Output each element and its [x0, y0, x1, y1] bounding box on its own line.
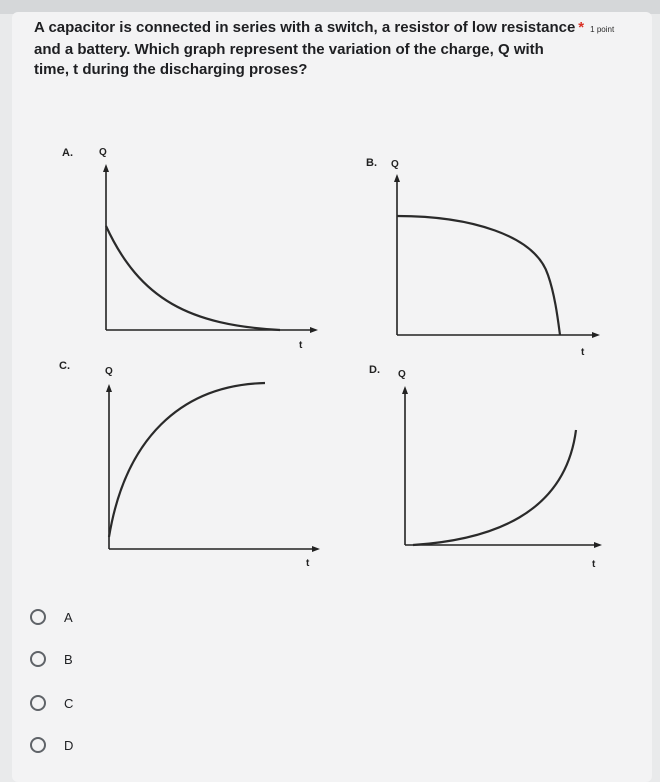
option-d[interactable] — [30, 734, 73, 756]
graph-a-y-label: Q — [99, 147, 107, 158]
option-a-label: A — [64, 609, 73, 625]
graph-b-letter: B. — [366, 157, 377, 169]
radio-c[interactable] — [30, 695, 46, 711]
radio-a[interactable] — [30, 609, 46, 625]
radio-b[interactable] — [30, 651, 46, 667]
graph-c-x-label: t — [306, 558, 310, 569]
option-b[interactable] — [30, 648, 73, 670]
option-c[interactable] — [30, 692, 73, 714]
option-d-label: D — [64, 737, 74, 753]
graph-c-y-label: Q — [105, 366, 113, 377]
graph-b-x-label: t — [581, 347, 585, 358]
question-line-2: and a battery. Which graph represent the variation of the charge, Q with — [34, 41, 544, 58]
points-label: 1 point — [590, 25, 615, 34]
graph-d-x-arrow — [594, 542, 602, 548]
graph-d-curve — [413, 430, 576, 545]
question-line-3: time, t during the discharging proses? — [34, 61, 308, 78]
graph-b-y-label: Q — [391, 159, 399, 170]
radio-d[interactable] — [30, 737, 46, 753]
option-b-label: B — [64, 651, 73, 667]
graph-d-y-arrow — [402, 386, 408, 394]
option-a[interactable] — [30, 606, 73, 628]
required-asterisk: * — [578, 19, 585, 36]
graph-a-letter: A. — [62, 147, 73, 159]
graph-d-letter: D. — [369, 364, 380, 376]
graph-c-letter: C. — [59, 360, 70, 372]
question-line-1: A capacitor is connected in series with a switch, a resistor of low resistance — [34, 19, 576, 36]
option-c-label: C — [64, 695, 74, 711]
graph-d-y-label: Q — [398, 369, 406, 380]
graph-a-x-label: t — [299, 340, 303, 351]
graph-d-x-label: t — [592, 559, 596, 570]
